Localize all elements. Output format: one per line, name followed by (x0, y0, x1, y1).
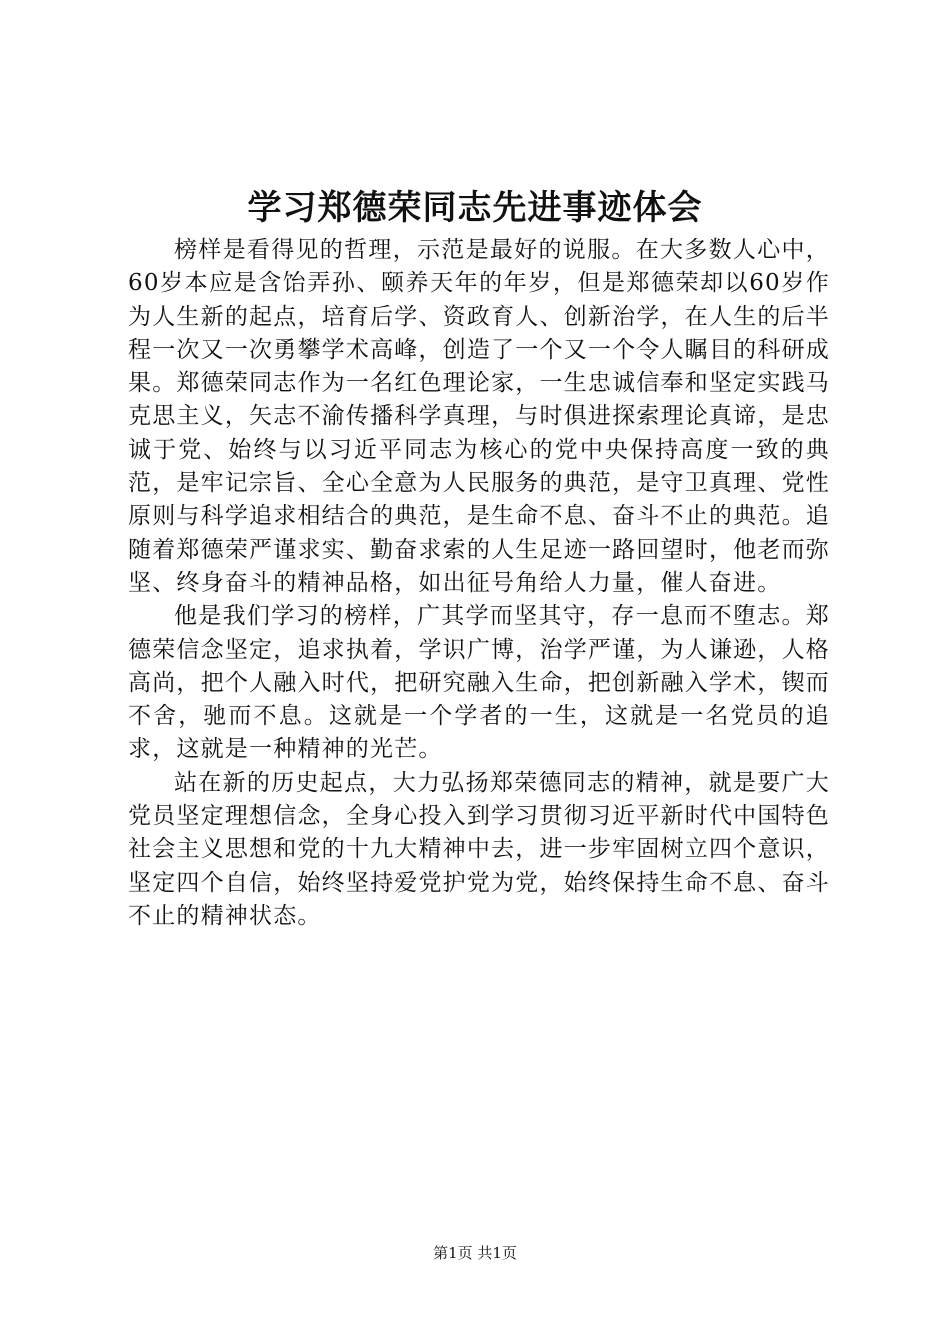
page-footer: 第1页 共1页 (433, 1244, 517, 1262)
document-body (128, 234, 830, 933)
document-title: 学习郑德荣同志先进事迹体会 (247, 188, 703, 228)
paragraph-1: 榜样是看得见的哲理，示范是最好的说服。在大多数人心中，60岁本应是含饴弄孙、颐养天年的年岁，但是郑德荣却以60岁作为人生新的起点，培育后学、资政育人、创新治学，在人生的后半程一次又一次勇攀学术高峰，创造了一个又一个令人瞩目的科研成果。郑德荣同志作为一名红色理论家，一生忠诚信奉和坚定实践马克思主义，矢志不渝传播科学真理，与时俱进探索理论真谛，是忠诚于党、始终与以习近平同志为核心的党中央保持高度一致的典范，是牢记宗旨、全心全意为人民服务的典范，是守卫真理、党性原则与科学追求相结合的典范，是生命不息、奋斗不止的典范。追随着郑德荣严谨求实、勤奋求索的人生足迹一路回望时，他老而弥坚、终身奋斗的精神品格，如出征号角给人力量，催人奋进。 (128, 237, 830, 596)
paragraph-2: 他是我们学习的榜样，广其学而坚其守，存一息而不堕志。郑德荣信念坚定，追求执着，学识广博，治学严谨，为人谦逊，人格高尚，把个人融入时代，把研究融入生命，把创新融入学术，锲而不舍，驰而不息。这就是一个学者的一生，这就是一名党员的追求，这就是一种精神的光芒。 (128, 603, 830, 763)
paragraph-3: 站在新的历史起点，大力弘扬郑荣德同志的精神，就是要广大党员坚定理想信念，全身心投入到学习贯彻习近平新时代中国特色社会主义思想和党的十九大精神中去，进一步牢固树立四个意识，坚定四个自信，始终坚持爱党护党为党，始终保持生命不息、奋斗不止的精神状态。 (128, 769, 830, 929)
